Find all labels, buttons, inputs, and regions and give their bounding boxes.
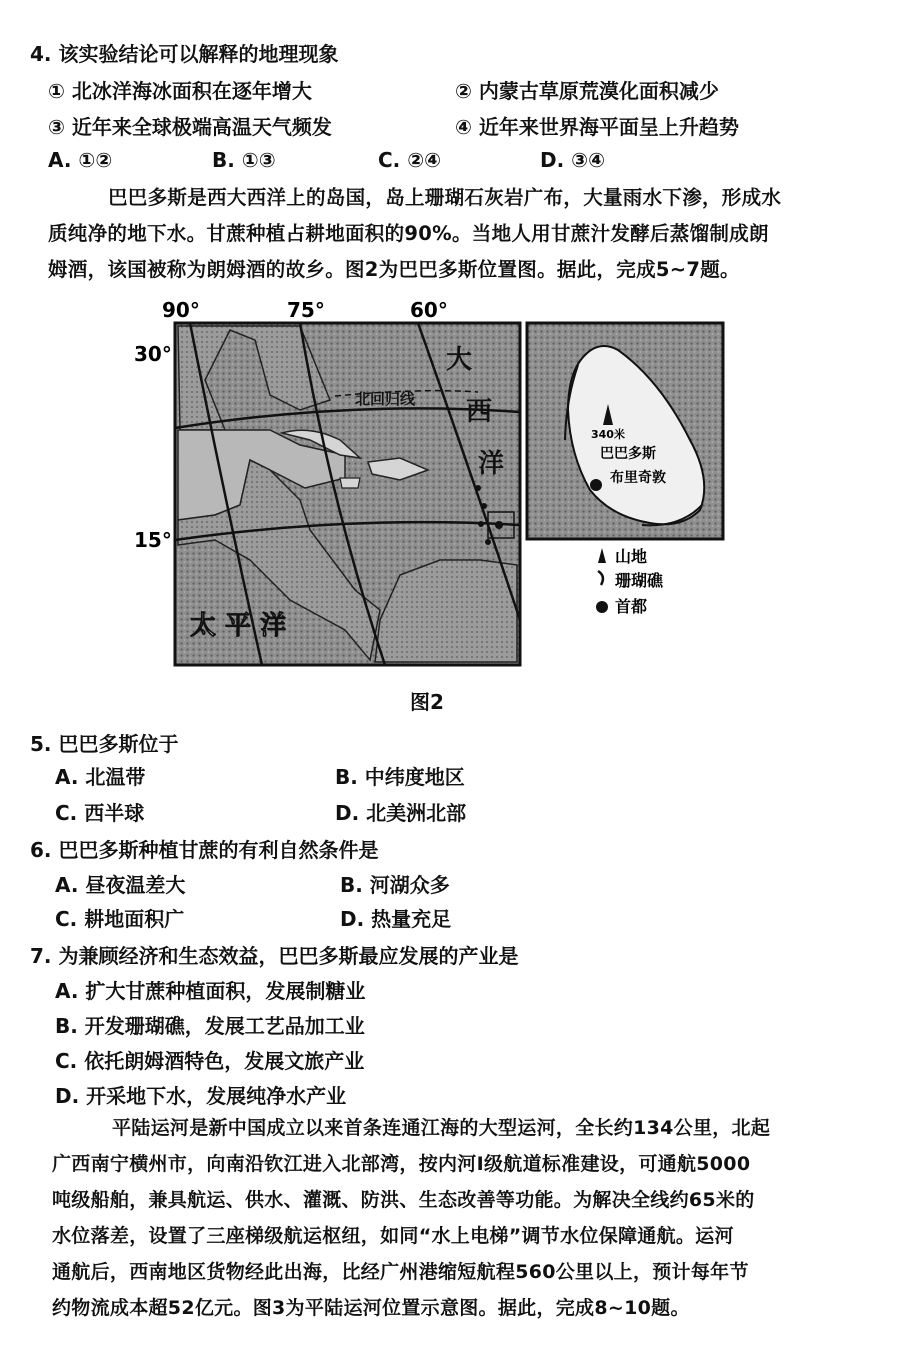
q6-option-b: B. 河湖众多	[340, 873, 450, 897]
q6-option-c: C. 耕地面积广	[55, 907, 185, 931]
q4-option-d: D. ③④	[540, 148, 606, 172]
q5-option-c: C. 西半球	[55, 801, 145, 825]
q5-option-d: D. 北美洲北部	[335, 801, 467, 825]
q6-stem: 6. 巴巴多斯种植甘蔗的有利自然条件是	[30, 838, 379, 862]
passage-line: 巴巴多斯是西大西洋上的岛国，岛上珊瑚石灰岩广布，大量雨水下渗，形成水	[108, 186, 782, 209]
capital-icon	[590, 479, 602, 491]
inset-elevation: 340米	[591, 428, 625, 441]
passage-pinglu-canal	[52, 1110, 770, 1326]
legend-label-capital: 首都	[615, 597, 648, 616]
q7-option-d: D. 开采地下水，发展纯净水产业	[55, 1084, 347, 1108]
passage-barbados	[48, 180, 781, 288]
q7-option-c: C. 依托朗姆酒特色，发展文旅产业	[55, 1049, 365, 1073]
lon-label-90: 90°	[162, 298, 200, 322]
q4-item-1: ① 北冰洋海冰面积在逐年增大	[48, 79, 312, 103]
q4-item-2: ② 内蒙古草原荒漠化面积减少	[455, 79, 719, 103]
passage-line: 通航后，西南地区货物经此出海，比经广州港缩短航程560公里以上，预计每年节	[52, 1261, 749, 1283]
figure-2-caption: 图2	[410, 690, 444, 714]
q4-option-b: B. ①③	[212, 148, 276, 172]
passage-line: 吨级船舶，兼具航运、供水、灌溉、防洪、生态改善等功能。为解决全线约65米的	[52, 1189, 755, 1211]
q5-option-b: B. 中纬度地区	[335, 765, 465, 789]
passage-line: 质纯净的地下水。甘蔗种植占耕地面积的90%。当地人用甘蔗汁发酵后蒸馏制成朗	[48, 222, 769, 245]
atlantic-label-2: 西	[466, 397, 493, 427]
inset-country: 巴巴多斯	[600, 446, 656, 462]
atlantic-label-1: 大	[446, 345, 473, 375]
tropic-label: 北回归线	[355, 390, 416, 408]
q4-stem: 4. 该实验结论可以解释的地理现象	[30, 42, 339, 66]
lat-label-30: 30°	[134, 342, 172, 366]
legend-label-mountain: 山地	[615, 547, 648, 566]
q6-option-d: D. 热量充足	[340, 907, 452, 931]
q4-item-3: ③ 近年来全球极端高温天气频发	[48, 115, 332, 139]
q4-option-a: A. ①②	[48, 148, 113, 172]
inset-map	[527, 323, 723, 539]
q4-item-4: ④ 近年来世界海平面呈上升趋势	[455, 115, 739, 139]
q5-option-a: A. 北温带	[55, 765, 146, 789]
legend-capital-icon	[596, 601, 608, 613]
passage-line: 平陆运河是新中国成立以来首条连通江海的大型运河，全长约134公里，北起	[112, 1117, 771, 1139]
legend-mountain-icon	[598, 548, 606, 563]
passage-line: 广西南宁横州市，向南沿钦江进入北部湾，按内河Ⅰ级航道标准建设，可通航5000	[52, 1153, 751, 1175]
legend	[596, 548, 608, 613]
legend-label-coral: 珊瑚礁	[615, 571, 664, 590]
pacific-label: 太 平 洋	[190, 611, 287, 641]
legend-coral-icon	[598, 571, 603, 585]
lat-label-15: 15°	[134, 528, 172, 552]
lon-label-60: 60°	[410, 298, 448, 322]
q4-option-c: C. ②④	[378, 148, 442, 172]
passage-line: 姆酒，该国被称为朗姆酒的故乡。图2为巴巴多斯位置图。据此，完成5~7题。	[48, 258, 740, 281]
q7-option-a: A. 扩大甘蔗种植面积，发展制糖业	[55, 979, 366, 1003]
figure-2-map	[0, 290, 899, 680]
q5-stem: 5. 巴巴多斯位于	[30, 732, 179, 756]
atlantic-label-3: 洋	[478, 449, 505, 479]
inset-capital: 布里奇敦	[610, 470, 666, 486]
q7-stem: 7. 为兼顾经济和生态效益，巴巴多斯最应发展的产业是	[30, 944, 519, 968]
passage-line: 水位落差，设置了三座梯级航运枢纽，如同“水上电梯”调节水位保障通航。运河	[52, 1225, 734, 1247]
q7-option-b: B. 开发珊瑚礁，发展工艺品加工业	[55, 1014, 365, 1038]
q6-option-a: A. 昼夜温差大	[55, 873, 186, 897]
lon-label-75: 75°	[287, 298, 325, 322]
passage-line: 约物流成本超52亿元。图3为平陆运河位置示意图。据此，完成8~10题。	[52, 1297, 690, 1319]
